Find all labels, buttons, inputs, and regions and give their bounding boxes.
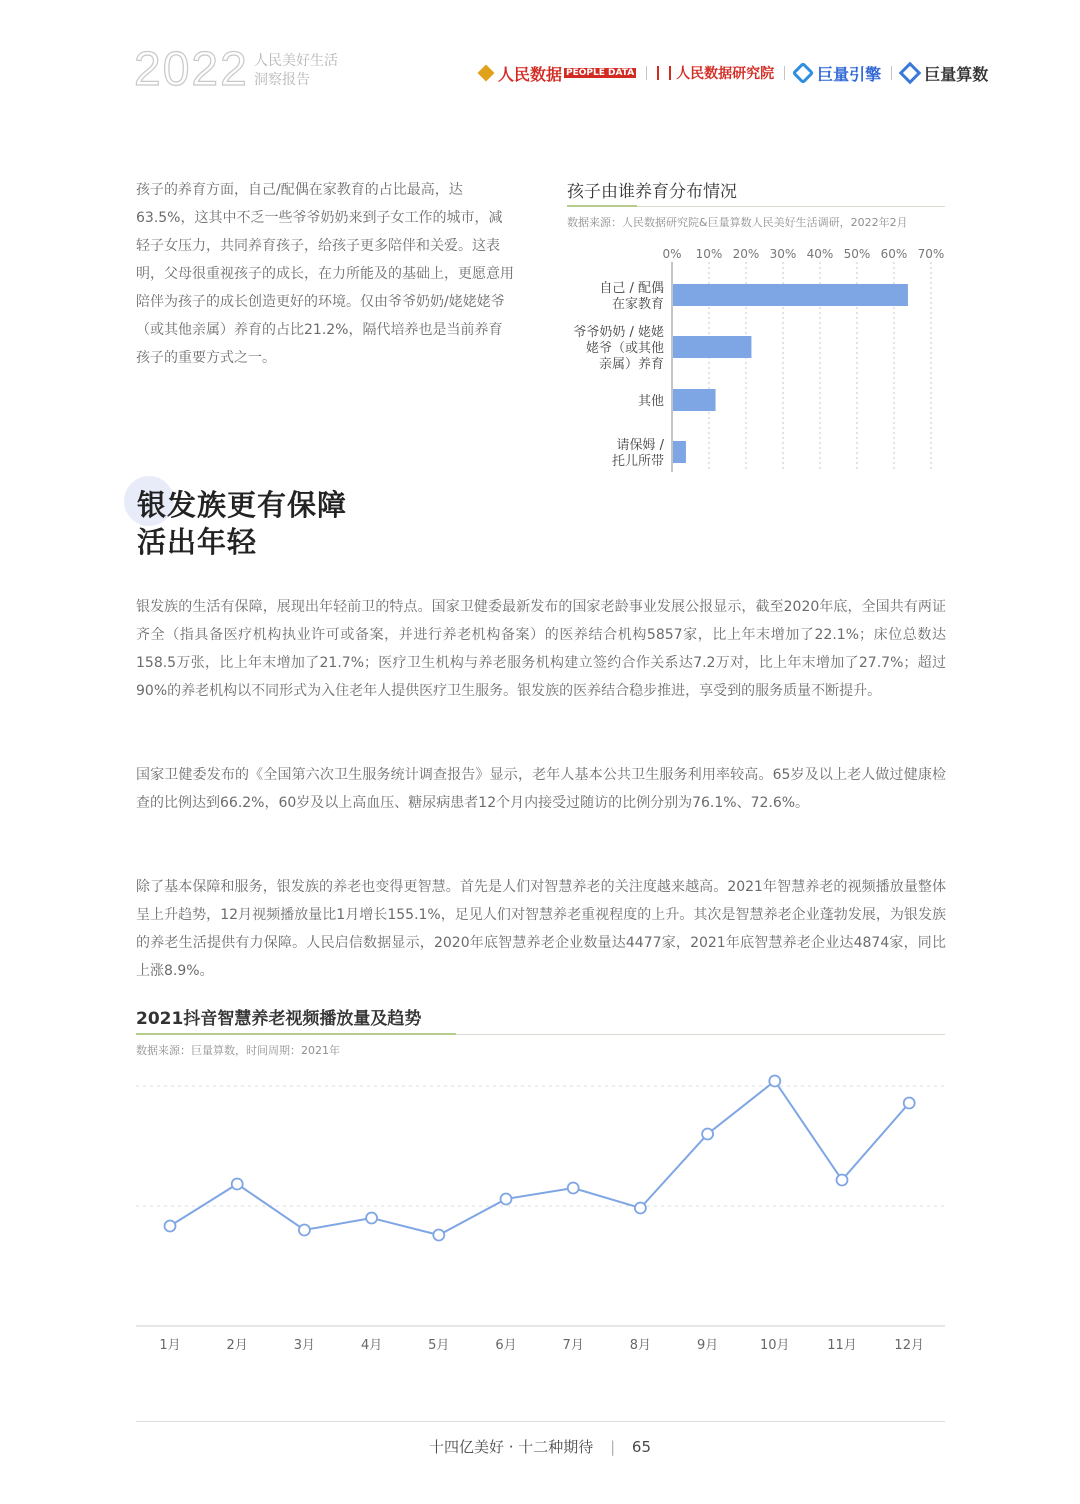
suanshu-logo-text: 巨量算数 xyxy=(924,64,989,84)
chart1-category-label: 爷爷奶奶 / 姥姥 xyxy=(573,325,664,340)
chart2-series-line xyxy=(170,1081,909,1235)
chart2-point xyxy=(366,1213,377,1224)
footer-separator: | xyxy=(610,1438,616,1456)
chart2-x-labels xyxy=(159,1338,924,1353)
chart1-category-label: 其他 xyxy=(637,394,664,409)
section-title-line2: 活出年轻 xyxy=(137,525,258,559)
chart1-tick-label: 0% xyxy=(662,247,682,261)
chart2-x-label: 3月 xyxy=(293,1338,316,1353)
report-title-line1: 人民美好生活 xyxy=(254,53,338,69)
chart2-point xyxy=(568,1183,579,1194)
chart2-point xyxy=(635,1203,646,1214)
chart2-x-label: 12月 xyxy=(894,1338,924,1353)
chart2-x-label: 2月 xyxy=(226,1338,248,1353)
chart1-category-label: 请保姆 / xyxy=(616,438,664,453)
chart2-grid xyxy=(136,1086,945,1326)
chart2-x-label: 5月 xyxy=(428,1338,450,1353)
chart1-tick-label: 20% xyxy=(732,247,760,261)
research-institute-logo-text: 人民数据研究院 xyxy=(676,66,775,82)
people-data-logo-text: 人民数据 xyxy=(498,64,563,84)
ocean-engine-logo-text: 巨量引擎 xyxy=(817,64,882,84)
chart1-tick-label: 50% xyxy=(843,247,871,261)
chart2-point xyxy=(433,1230,444,1241)
chart2-x-label: 1月 xyxy=(159,1338,181,1353)
footer-rule xyxy=(136,1421,945,1422)
chart1-tick-label: 30% xyxy=(769,247,797,261)
chart1-category-label: 在家教育 xyxy=(611,297,664,312)
people-data-logo-tag: PEOPLE DATA xyxy=(566,68,635,78)
chart2-point xyxy=(299,1225,310,1236)
chart2-x-label: 11月 xyxy=(827,1338,857,1353)
intro-paragraph: 孩子的养育方面，自己/配偶在家教育的占比最高，达63.5%，这其中不乏一些爷爷奶奶来到子女工作的城市，减轻子女压力，共同养育孩子，给孩子更多陪伴和关爱。这表明，父母很重视孩子的成长，在力所能及的基础上，更愿意用陪伴为孩子的成长创造更好的环境。仅由爷爷奶奶/姥姥姥爷（或其他亲属）养育的占比21.2%，隔代培养也是当前养育孩子的重要方式之一。 xyxy=(136,182,514,366)
section-title-line1: 银发族更有保障 xyxy=(137,488,348,522)
chart1-tick-label: 10% xyxy=(695,247,723,261)
body-paragraph-3: 除了基本保障和服务，银发族的养老也变得更智慧。首先是人们对智慧养老的关注度越来越高。2021年智慧养老的视频播放量整体呈上升趋势，12月视频播放量比1月增长155.1%，足见人们对智慧养老重视程度的上升。其次是智慧养老企业蓬勃发展，为银发族的养老生活提供有力保障。人民启信数据显示，2020年底智慧养老企业数量达4477家，2021年底智慧养老企业达4874家，同比上涨8.9%。 xyxy=(136,879,946,979)
chart1-category-label: 亲属）养育 xyxy=(598,357,664,372)
chart1-tick-label: 70% xyxy=(917,247,945,261)
chart2-point xyxy=(232,1179,243,1190)
chart1-category-label: 姥爷（或其他 xyxy=(585,341,664,356)
chart2-point xyxy=(769,1076,780,1087)
chart1-source: 数据来源：人民数据研究院&巨量算数人民美好生活调研，2022年2月 xyxy=(567,216,908,229)
report-title-line2: 洞察报告 xyxy=(254,72,310,88)
chart2-x-label: 8月 xyxy=(629,1338,652,1353)
chart2-x-label: 7月 xyxy=(562,1338,584,1353)
chart2-point xyxy=(702,1129,713,1140)
chart1-category-label: 托儿所带 xyxy=(611,454,664,469)
chart2-series xyxy=(165,1076,915,1241)
body-paragraph-2: 国家卫健委发布的《全国第六次卫生服务统计调查报告》显示，老年人基本公共卫生服务利用率较高。65岁及以上老人做过健康检查的比例达到66.2%，60岁及以上高血压、糖尿病患者12个月内接受过随访的比例分别为76.1%、72.6%。 xyxy=(136,767,946,811)
chart2-x-label: 9月 xyxy=(696,1338,719,1353)
chart2-title: 2021抖音智慧养老视频播放量及趋势 xyxy=(136,1009,422,1029)
page-number: 65 xyxy=(631,1438,652,1456)
chart2-x-label: 4月 xyxy=(360,1338,383,1353)
chart1-tick-label: 60% xyxy=(880,247,908,261)
footer-text: 十四亿美好 · 十二种期待 xyxy=(428,1438,594,1456)
chart2-x-label: 6月 xyxy=(495,1338,517,1353)
chart2-point xyxy=(165,1221,176,1232)
chart2-point xyxy=(837,1175,848,1186)
chart2-x-label: 10月 xyxy=(760,1338,790,1353)
chart2-point xyxy=(501,1194,512,1205)
footer xyxy=(0,1436,1080,1457)
body-paragraph-1: 银发族的生活有保障，展现出年轻前卫的特点。国家卫健委最新发布的国家老龄事业发展公报显示，截至2020年底，全国共有两证齐全（指具备医疗机构执业许可或备案，并进行养老机构备案）的医养结合机构5857家，比上年末增加了22.1%；床位总数达158.5万张，比上年末增加了21.7%；医疗卫生机构与养老服务机构建立签约合作关系达7.2万对，比上年末增加了27.7%；超过90%的养老机构以不同形式为入住老年人提供医疗卫生服务。银发族的医养结合稳步推进，享受到的服务质量不断提升。 xyxy=(136,599,946,699)
chart2-source: 数据来源：巨量算数，时间周期：2021年 xyxy=(136,1044,340,1057)
report-year: 2022 xyxy=(134,43,249,96)
chart1-title: 孩子由谁养育分布情况 xyxy=(567,182,737,202)
chart1-category-label: 自己 / 配偶 xyxy=(599,281,664,296)
chart1-tick-label: 40% xyxy=(806,247,834,261)
chart2-point xyxy=(904,1098,915,1109)
